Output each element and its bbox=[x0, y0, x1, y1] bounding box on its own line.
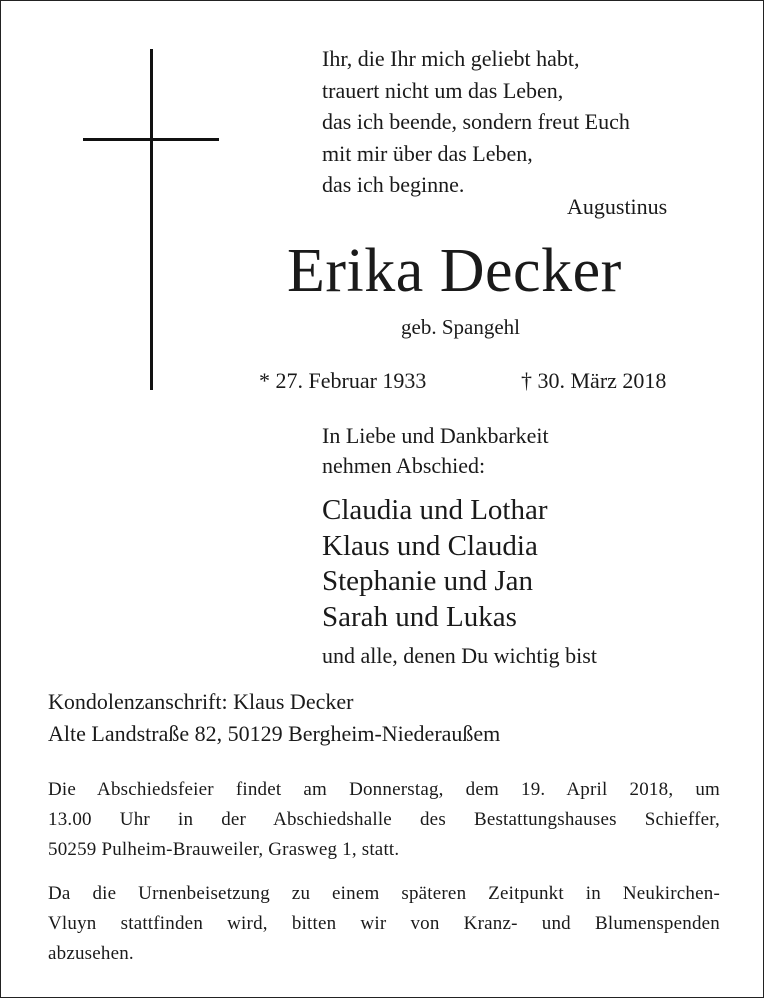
farewell-intro-line: In Liebe und Dankbarkeit bbox=[322, 423, 549, 448]
birth-date: * 27. Februar 1933 bbox=[259, 368, 427, 393]
mourner-name: Klaus und Claudia bbox=[322, 529, 538, 562]
farewell-intro bbox=[322, 421, 549, 481]
mourners-list bbox=[322, 493, 548, 635]
death-date: † 30. März 2018 bbox=[521, 368, 667, 393]
urn-line: abzusehen. bbox=[48, 943, 134, 964]
poem-line: das ich beende, sondern freut Euch bbox=[322, 109, 630, 134]
poem bbox=[322, 43, 630, 201]
condolence-address bbox=[48, 686, 500, 750]
ceremony-paragraph bbox=[48, 775, 720, 865]
ceremony-line: 13.00 Uhr in der Abschiedshalle des Bestattungshauses Schieffer, bbox=[48, 809, 720, 830]
mourner-name: Sarah und Lukas bbox=[322, 600, 517, 633]
condolence-line: Kondolenzanschrift: Klaus Decker bbox=[48, 689, 354, 714]
deceased-name: Erika Decker bbox=[287, 237, 622, 305]
mourner-name: Claudia und Lothar bbox=[322, 494, 548, 526]
maiden-name: geb. Spangehl bbox=[401, 315, 520, 339]
urn-line: Vluyn stattfinden wird, bitten wir von Kranz- und Blumenspenden bbox=[48, 913, 720, 934]
cross-horizontal-bar bbox=[83, 138, 219, 141]
poem-line: trauert nicht um das Leben, bbox=[322, 77, 564, 103]
farewell-intro-line: nehmen Abschied: bbox=[322, 453, 486, 478]
condolence-line: Alte Landstraße 82, 50129 Bergheim-Niederaußem bbox=[48, 721, 501, 746]
poem-author: Augustinus bbox=[567, 194, 668, 219]
poem-line: das ich beginne. bbox=[322, 172, 465, 197]
urn-line: Da die Urnenbeisetzung zu einem späteren Zeitpunkt in Neukirchen- bbox=[48, 883, 720, 904]
mourners-others: und alle, denen Du wichtig bist bbox=[322, 643, 597, 668]
poem-line: mit mir über das Leben, bbox=[322, 140, 533, 166]
ceremony-line: Die Abschiedsfeier findet am Donnerstag, dem 19. April 2018, um bbox=[48, 779, 720, 800]
ceremony-line: 50259 Pulheim-Brauweiler, Grasweg 1, statt. bbox=[48, 839, 400, 860]
poem-line: Ihr, die Ihr mich geliebt habt, bbox=[322, 46, 580, 71]
cross-vertical-bar bbox=[150, 49, 153, 390]
mourner-name: Stephanie und Jan bbox=[322, 565, 534, 597]
urn-paragraph bbox=[48, 879, 720, 969]
